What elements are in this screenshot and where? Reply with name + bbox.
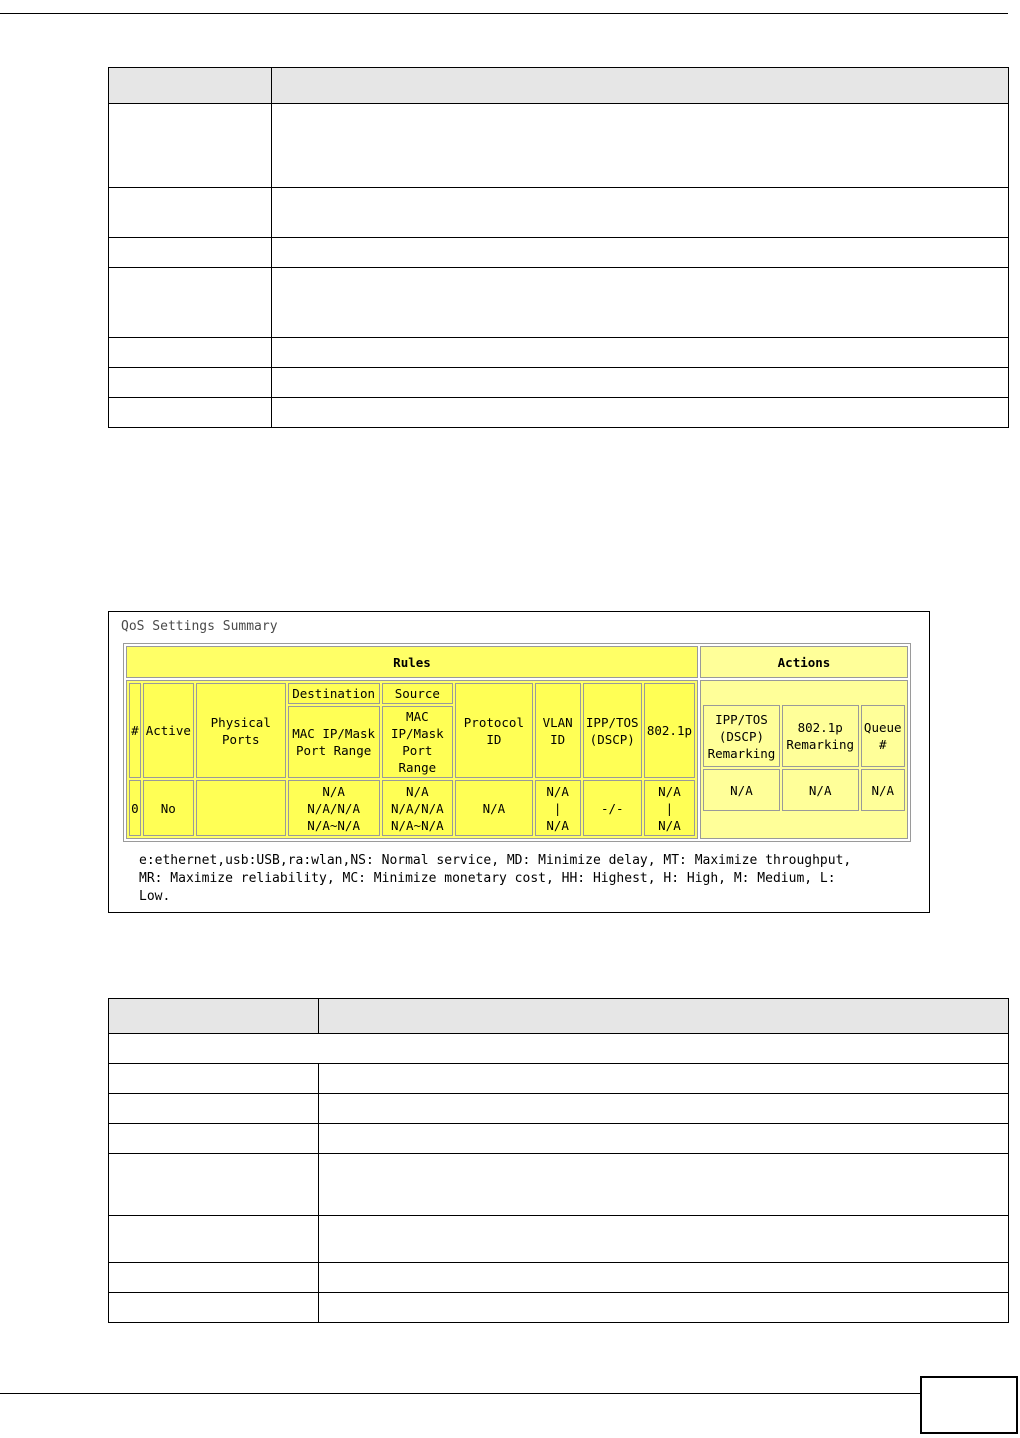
cell-index: 0: [129, 780, 141, 836]
cell-active: No: [143, 780, 194, 836]
col-physical-ports: Physical Ports: [196, 683, 286, 778]
table-row: [109, 1154, 1009, 1216]
table-row: [109, 1216, 1009, 1263]
col-src-mac: MAC IP/Mask Port Range: [382, 706, 453, 778]
cell-src: [382, 780, 453, 836]
col-dest-mac: MAC IP/Mask Port Range: [288, 706, 380, 778]
qos-summary-table: [123, 643, 911, 842]
table-row: [129, 780, 695, 836]
cell-src-ip: N/A/N/A: [390, 800, 444, 816]
col-8021p: 802.1p: [644, 683, 695, 778]
cell-dest-ip: N/A/N/A: [307, 800, 360, 816]
table-row: [109, 268, 1009, 338]
cell-8021p-remarking: N/A: [782, 769, 859, 811]
col-vlan-id: VLAN ID: [535, 683, 581, 778]
col-active: Active: [143, 683, 194, 778]
footer-rule: [0, 1393, 920, 1394]
rules-section: [126, 680, 698, 839]
cell-dest: [288, 780, 380, 836]
description-table-bottom: [108, 998, 1009, 1323]
cell-vlan: [535, 780, 581, 836]
rules-header: Rules: [126, 646, 698, 678]
table-row: [109, 338, 1009, 368]
cell-8021p-top: N/A: [658, 783, 681, 799]
cell-physical-ports: [196, 780, 286, 836]
cell-8021p: [644, 780, 695, 836]
cell-vlan-sep: |: [553, 800, 562, 816]
table-row: [109, 1263, 1009, 1293]
cell-8021p-sep: |: [665, 800, 674, 816]
table-row: [109, 1293, 1009, 1323]
table-row: [109, 1124, 1009, 1154]
table-row: [109, 398, 1009, 428]
col-ipp-tos-remarking: IPP/TOS (DSCP) Remarking: [703, 705, 780, 767]
header-rule: [0, 13, 1008, 14]
col-hash: #: [129, 683, 141, 778]
cell-vlan-bottom: N/A: [546, 817, 569, 833]
table-row: [109, 1094, 1009, 1124]
cell-protocol-id: N/A: [455, 780, 533, 836]
table-row: [109, 104, 1009, 188]
cell-8021p-bottom: N/A: [658, 817, 681, 833]
table-row: [109, 1064, 1009, 1094]
table-row: [109, 188, 1009, 238]
cell-dest-port: N/A~N/A: [307, 817, 360, 833]
col-source: Source: [382, 683, 453, 704]
table-row: [703, 769, 905, 811]
qos-title: QoS Settings Summary: [121, 619, 278, 634]
cell-queue: N/A: [861, 769, 906, 811]
cell-src-port: N/A~N/A: [390, 817, 444, 833]
col-ipp-tos: IPP/TOS (DSCP): [583, 683, 642, 778]
cell-vlan-top: N/A: [546, 783, 569, 799]
legend-line: Low.: [139, 889, 171, 904]
col-queue: Queue #: [861, 705, 906, 767]
table-header-cell: [109, 68, 272, 104]
page-number-box: [920, 1376, 1018, 1434]
table-header-cell: [272, 68, 1009, 104]
description-table-top: [108, 67, 1009, 428]
col-protocol-id: Protocol ID: [455, 683, 533, 778]
rules-table: [127, 681, 697, 838]
cell-dest-mac: N/A: [322, 783, 345, 799]
cell-src-mac: N/A: [406, 783, 429, 799]
col-destination: Destination: [288, 683, 380, 704]
actions-section: [700, 680, 908, 839]
qos-legend: [139, 852, 899, 906]
table-header-row: [109, 999, 1009, 1034]
table-header-row: [109, 68, 1009, 104]
qos-settings-summary-panel: [108, 611, 930, 913]
legend-line: MR: Maximize reliability, MC: Minimize monetary cost, HH: Highest, H: High, M: Medium, L:: [139, 871, 836, 886]
actions-table: [701, 703, 907, 813]
table-row: [109, 368, 1009, 398]
table-section-row: [109, 1034, 1009, 1064]
table-row: [109, 238, 1009, 268]
cell-ipp-tos-remarking: N/A: [703, 769, 780, 811]
actions-header: Actions: [700, 646, 908, 678]
cell-ipp-tos: -/-: [583, 780, 642, 836]
col-8021p-remarking: 802.1p Remarking: [782, 705, 859, 767]
legend-line: e:ethernet,usb:USB,ra:wlan,NS: Normal service, MD: Minimize delay, MT: Maximize throughput,: [139, 853, 852, 868]
